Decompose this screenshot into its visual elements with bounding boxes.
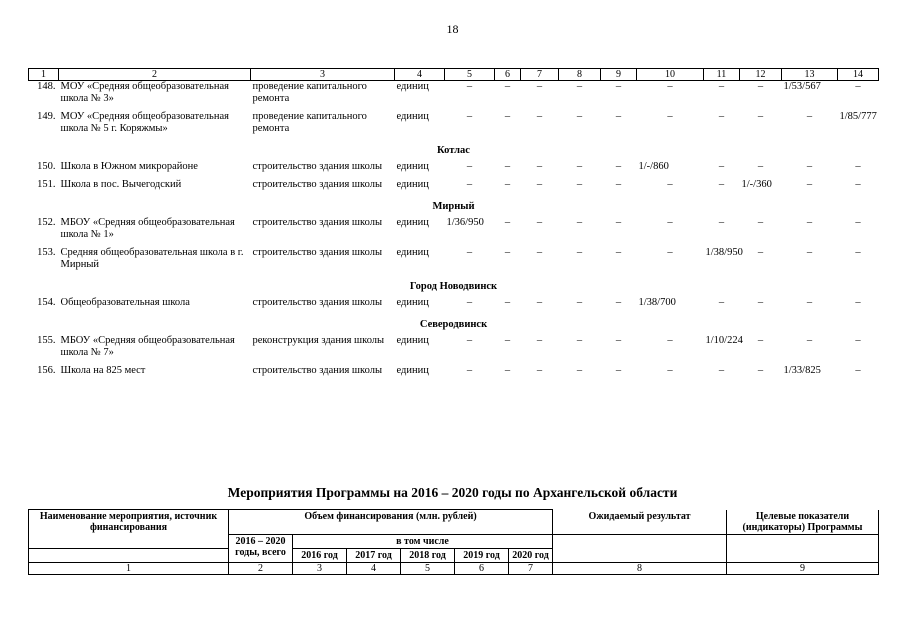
value-cell: – xyxy=(855,81,861,92)
value-cell: – xyxy=(504,217,511,228)
page-number: 18 xyxy=(446,22,459,36)
value-cell: – xyxy=(536,81,543,92)
school-name: МБОУ «Средняя общеобразовательная школа № 1» xyxy=(60,217,235,240)
city-heading-row xyxy=(29,197,879,217)
value-cell: – xyxy=(806,111,813,122)
table-row xyxy=(29,247,879,271)
value-cell: – xyxy=(504,365,511,376)
schools-table xyxy=(28,68,879,383)
value-cell: – xyxy=(806,179,813,190)
value-cell: – xyxy=(615,111,622,122)
table-row xyxy=(29,297,879,309)
city-heading-row xyxy=(29,277,879,297)
value-cell: – xyxy=(806,217,813,228)
header-result: Ожидаемый результат xyxy=(553,510,727,535)
header-col-number: 6 xyxy=(455,562,509,574)
column-number: 3 xyxy=(251,69,395,81)
value-cell: – xyxy=(757,111,764,122)
city-heading: Мирный xyxy=(432,201,475,212)
header-year: 2017 год xyxy=(347,548,401,562)
value-cell: – xyxy=(757,217,764,228)
value-cell: – xyxy=(718,161,725,172)
column-number: 12 xyxy=(740,69,782,81)
school-name: Общеобразовательная школа xyxy=(60,297,190,308)
column-number: 4 xyxy=(395,69,445,81)
value-cell: – xyxy=(576,161,583,172)
value-cell: – xyxy=(806,161,813,172)
table-row xyxy=(29,365,879,377)
city-heading: Северодвинск xyxy=(419,319,488,330)
unit: единиц xyxy=(396,111,429,122)
unit: единиц xyxy=(396,179,429,190)
value-cell: 1/53/567 xyxy=(783,81,821,92)
header-col-number: 3 xyxy=(293,562,347,574)
value-cell: – xyxy=(466,247,473,258)
work-type: строительство здания школы xyxy=(252,297,382,308)
value-cell: – xyxy=(536,247,543,258)
value-cell: – xyxy=(855,247,861,258)
table-row xyxy=(29,179,879,191)
value-cell: – xyxy=(757,335,764,346)
value-cell: – xyxy=(806,297,813,308)
header-total: 2016 – 2020 годы, всего xyxy=(229,534,293,562)
header-col-number: 2 xyxy=(229,562,293,574)
value-cell: – xyxy=(855,297,861,308)
header-year: 2019 год xyxy=(455,548,509,562)
value-cell: – xyxy=(576,81,583,92)
unit: единиц xyxy=(396,161,429,172)
value-cell: – xyxy=(576,365,583,376)
row-number: 153. xyxy=(37,247,56,258)
unit: единиц xyxy=(396,365,429,376)
header-year: 2018 год xyxy=(401,548,455,562)
value-cell: – xyxy=(504,297,511,308)
header-name: Наименование мероприятия, источник финансирования xyxy=(29,510,229,549)
value-cell: – xyxy=(667,179,673,190)
value-cell: – xyxy=(667,217,673,228)
program-measures-header xyxy=(28,509,879,575)
value-cell: – xyxy=(718,217,725,228)
work-type: строительство здания школы xyxy=(252,217,382,228)
column-number: 1 xyxy=(29,69,59,81)
value-cell: – xyxy=(757,297,764,308)
value-cell: – xyxy=(536,161,543,172)
header-name-blank xyxy=(29,548,229,562)
value-cell: 1/38/950 xyxy=(705,247,743,258)
value-cell: – xyxy=(504,111,511,122)
value-cell: – xyxy=(576,247,583,258)
column-number: 5 xyxy=(445,69,495,81)
school-name: Средняя общеобразовательная школа в г. Мирный xyxy=(60,247,244,270)
column-number: 2 xyxy=(59,69,251,81)
work-type: строительство здания школы xyxy=(252,247,382,258)
table-row xyxy=(29,217,879,241)
header-indicators: Целевые показатели (индикаторы) Программы xyxy=(727,510,879,535)
unit: единиц xyxy=(396,247,429,258)
value-cell: – xyxy=(576,297,583,308)
school-name: МОУ «Средняя общеобразовательная школа № 3» xyxy=(60,81,229,104)
value-cell: – xyxy=(667,365,673,376)
work-type: строительство здания школы xyxy=(252,161,382,172)
unit: единиц xyxy=(396,81,429,92)
work-type: строительство здания школы xyxy=(252,179,382,190)
value-cell: – xyxy=(466,335,473,346)
work-type: проведение капитального ремонта xyxy=(252,111,367,134)
value-cell: – xyxy=(806,335,813,346)
header-year: 2016 год xyxy=(293,548,347,562)
column-number: 13 xyxy=(782,69,838,81)
value-cell: – xyxy=(855,335,861,346)
column-number: 14 xyxy=(838,69,879,81)
value-cell: – xyxy=(576,217,583,228)
value-cell: – xyxy=(757,365,764,376)
value-cell: – xyxy=(667,335,673,346)
value-cell: – xyxy=(615,81,622,92)
header-year: 2020 год xyxy=(509,548,553,562)
header-col-number: 5 xyxy=(401,562,455,574)
header-col-number: 7 xyxy=(509,562,553,574)
row-number: 149. xyxy=(37,111,56,122)
header-col-number: 1 xyxy=(29,562,229,574)
row-number: 150. xyxy=(37,161,56,172)
work-type: строительство здания школы xyxy=(252,365,382,376)
value-cell: 1/85/777 xyxy=(839,111,877,122)
value-cell: – xyxy=(667,111,673,122)
value-cell: – xyxy=(504,81,511,92)
section-title: Мероприятия Программы на 2016 – 2020 годы по Архангельской области xyxy=(227,485,678,500)
value-cell: – xyxy=(536,297,543,308)
column-number: 6 xyxy=(495,69,521,81)
value-cell: – xyxy=(718,111,725,122)
value-cell: – xyxy=(536,365,543,376)
column-number: 11 xyxy=(704,69,740,81)
table-row xyxy=(29,161,879,173)
value-cell: – xyxy=(576,111,583,122)
value-cell: – xyxy=(615,161,622,172)
value-cell: – xyxy=(718,365,725,376)
school-name: МОУ «Средняя общеобразовательная школа № 5 г. Коряжмы» xyxy=(60,111,229,134)
table-row xyxy=(29,81,879,106)
row-number: 151. xyxy=(37,179,56,190)
value-cell: – xyxy=(466,365,473,376)
value-cell: – xyxy=(757,81,764,92)
row-spacer-cell xyxy=(29,377,879,383)
value-cell: – xyxy=(855,365,861,376)
school-name: Школа в пос. Вычегодский xyxy=(60,179,182,190)
value-cell: 1/10/224 xyxy=(705,335,743,346)
row-number: 156. xyxy=(37,365,56,376)
school-name: МБОУ «Средняя общеобразовательная школа № 7» xyxy=(60,335,235,358)
value-cell: – xyxy=(806,247,813,258)
school-name: Школа на 825 мест xyxy=(60,365,146,376)
value-cell: – xyxy=(466,111,473,122)
header-col-number: 9 xyxy=(727,562,879,574)
value-cell: 1/-/360 xyxy=(741,179,772,190)
value-cell: – xyxy=(615,365,622,376)
column-number: 7 xyxy=(521,69,559,81)
row-number: 155. xyxy=(37,335,56,346)
value-cell: – xyxy=(576,179,583,190)
value-cell: – xyxy=(504,161,511,172)
value-cell: – xyxy=(757,247,764,258)
column-number-row xyxy=(29,69,879,81)
value-cell: – xyxy=(466,297,473,308)
city-heading-row xyxy=(29,315,879,335)
header-result-blank xyxy=(553,534,727,562)
value-cell: 1/38/700 xyxy=(638,297,676,308)
header-indicators-blank xyxy=(727,534,879,562)
value-cell: – xyxy=(615,335,622,346)
value-cell: – xyxy=(615,247,622,258)
value-cell: – xyxy=(615,179,622,190)
header-col-number: 4 xyxy=(347,562,401,574)
header-including: в том числе xyxy=(293,534,553,548)
school-name: Школа в Южном микрорайоне xyxy=(60,161,198,172)
header-finance: Объем финансирования (млн. рублей) xyxy=(229,510,553,535)
value-cell: – xyxy=(504,247,511,258)
value-cell: – xyxy=(615,217,622,228)
row-spacer xyxy=(29,377,879,383)
value-cell: – xyxy=(757,161,764,172)
row-number: 152. xyxy=(37,217,56,228)
row-number: 154. xyxy=(37,297,56,308)
value-cell: – xyxy=(466,161,473,172)
value-cell: – xyxy=(466,81,473,92)
value-cell: – xyxy=(536,335,543,346)
unit: единиц xyxy=(396,335,429,346)
value-cell: – xyxy=(615,297,622,308)
value-cell: – xyxy=(576,335,583,346)
value-cell: 1/33/825 xyxy=(783,365,821,376)
value-cell: – xyxy=(855,217,861,228)
value-cell: – xyxy=(536,217,543,228)
row-number: 148. xyxy=(37,81,56,92)
work-type: реконструкция здания школы xyxy=(252,335,385,346)
value-cell: – xyxy=(667,81,673,92)
table-row xyxy=(29,335,879,359)
value-cell: 1/36/950 xyxy=(446,217,484,228)
value-cell: – xyxy=(536,179,543,190)
value-cell: – xyxy=(718,179,725,190)
value-cell: – xyxy=(667,247,673,258)
city-heading-row xyxy=(29,141,879,161)
column-number: 9 xyxy=(601,69,637,81)
city-heading: Город Новодвинск xyxy=(409,281,498,292)
column-number: 10 xyxy=(637,69,704,81)
value-cell: – xyxy=(855,179,861,190)
work-type: проведение капитального ремонта xyxy=(252,81,367,104)
value-cell: – xyxy=(718,81,725,92)
column-number: 8 xyxy=(559,69,601,81)
value-cell: – xyxy=(855,161,861,172)
city-heading: Котлас xyxy=(437,145,470,156)
value-cell: – xyxy=(536,111,543,122)
value-cell: – xyxy=(504,335,511,346)
unit: единиц xyxy=(396,217,429,228)
value-cell: – xyxy=(466,179,473,190)
header-col-number: 8 xyxy=(553,562,727,574)
unit: единиц xyxy=(396,297,429,308)
value-cell: – xyxy=(504,179,511,190)
table-row xyxy=(29,111,879,135)
value-cell: 1/-/860 xyxy=(638,161,669,172)
value-cell: – xyxy=(718,297,725,308)
